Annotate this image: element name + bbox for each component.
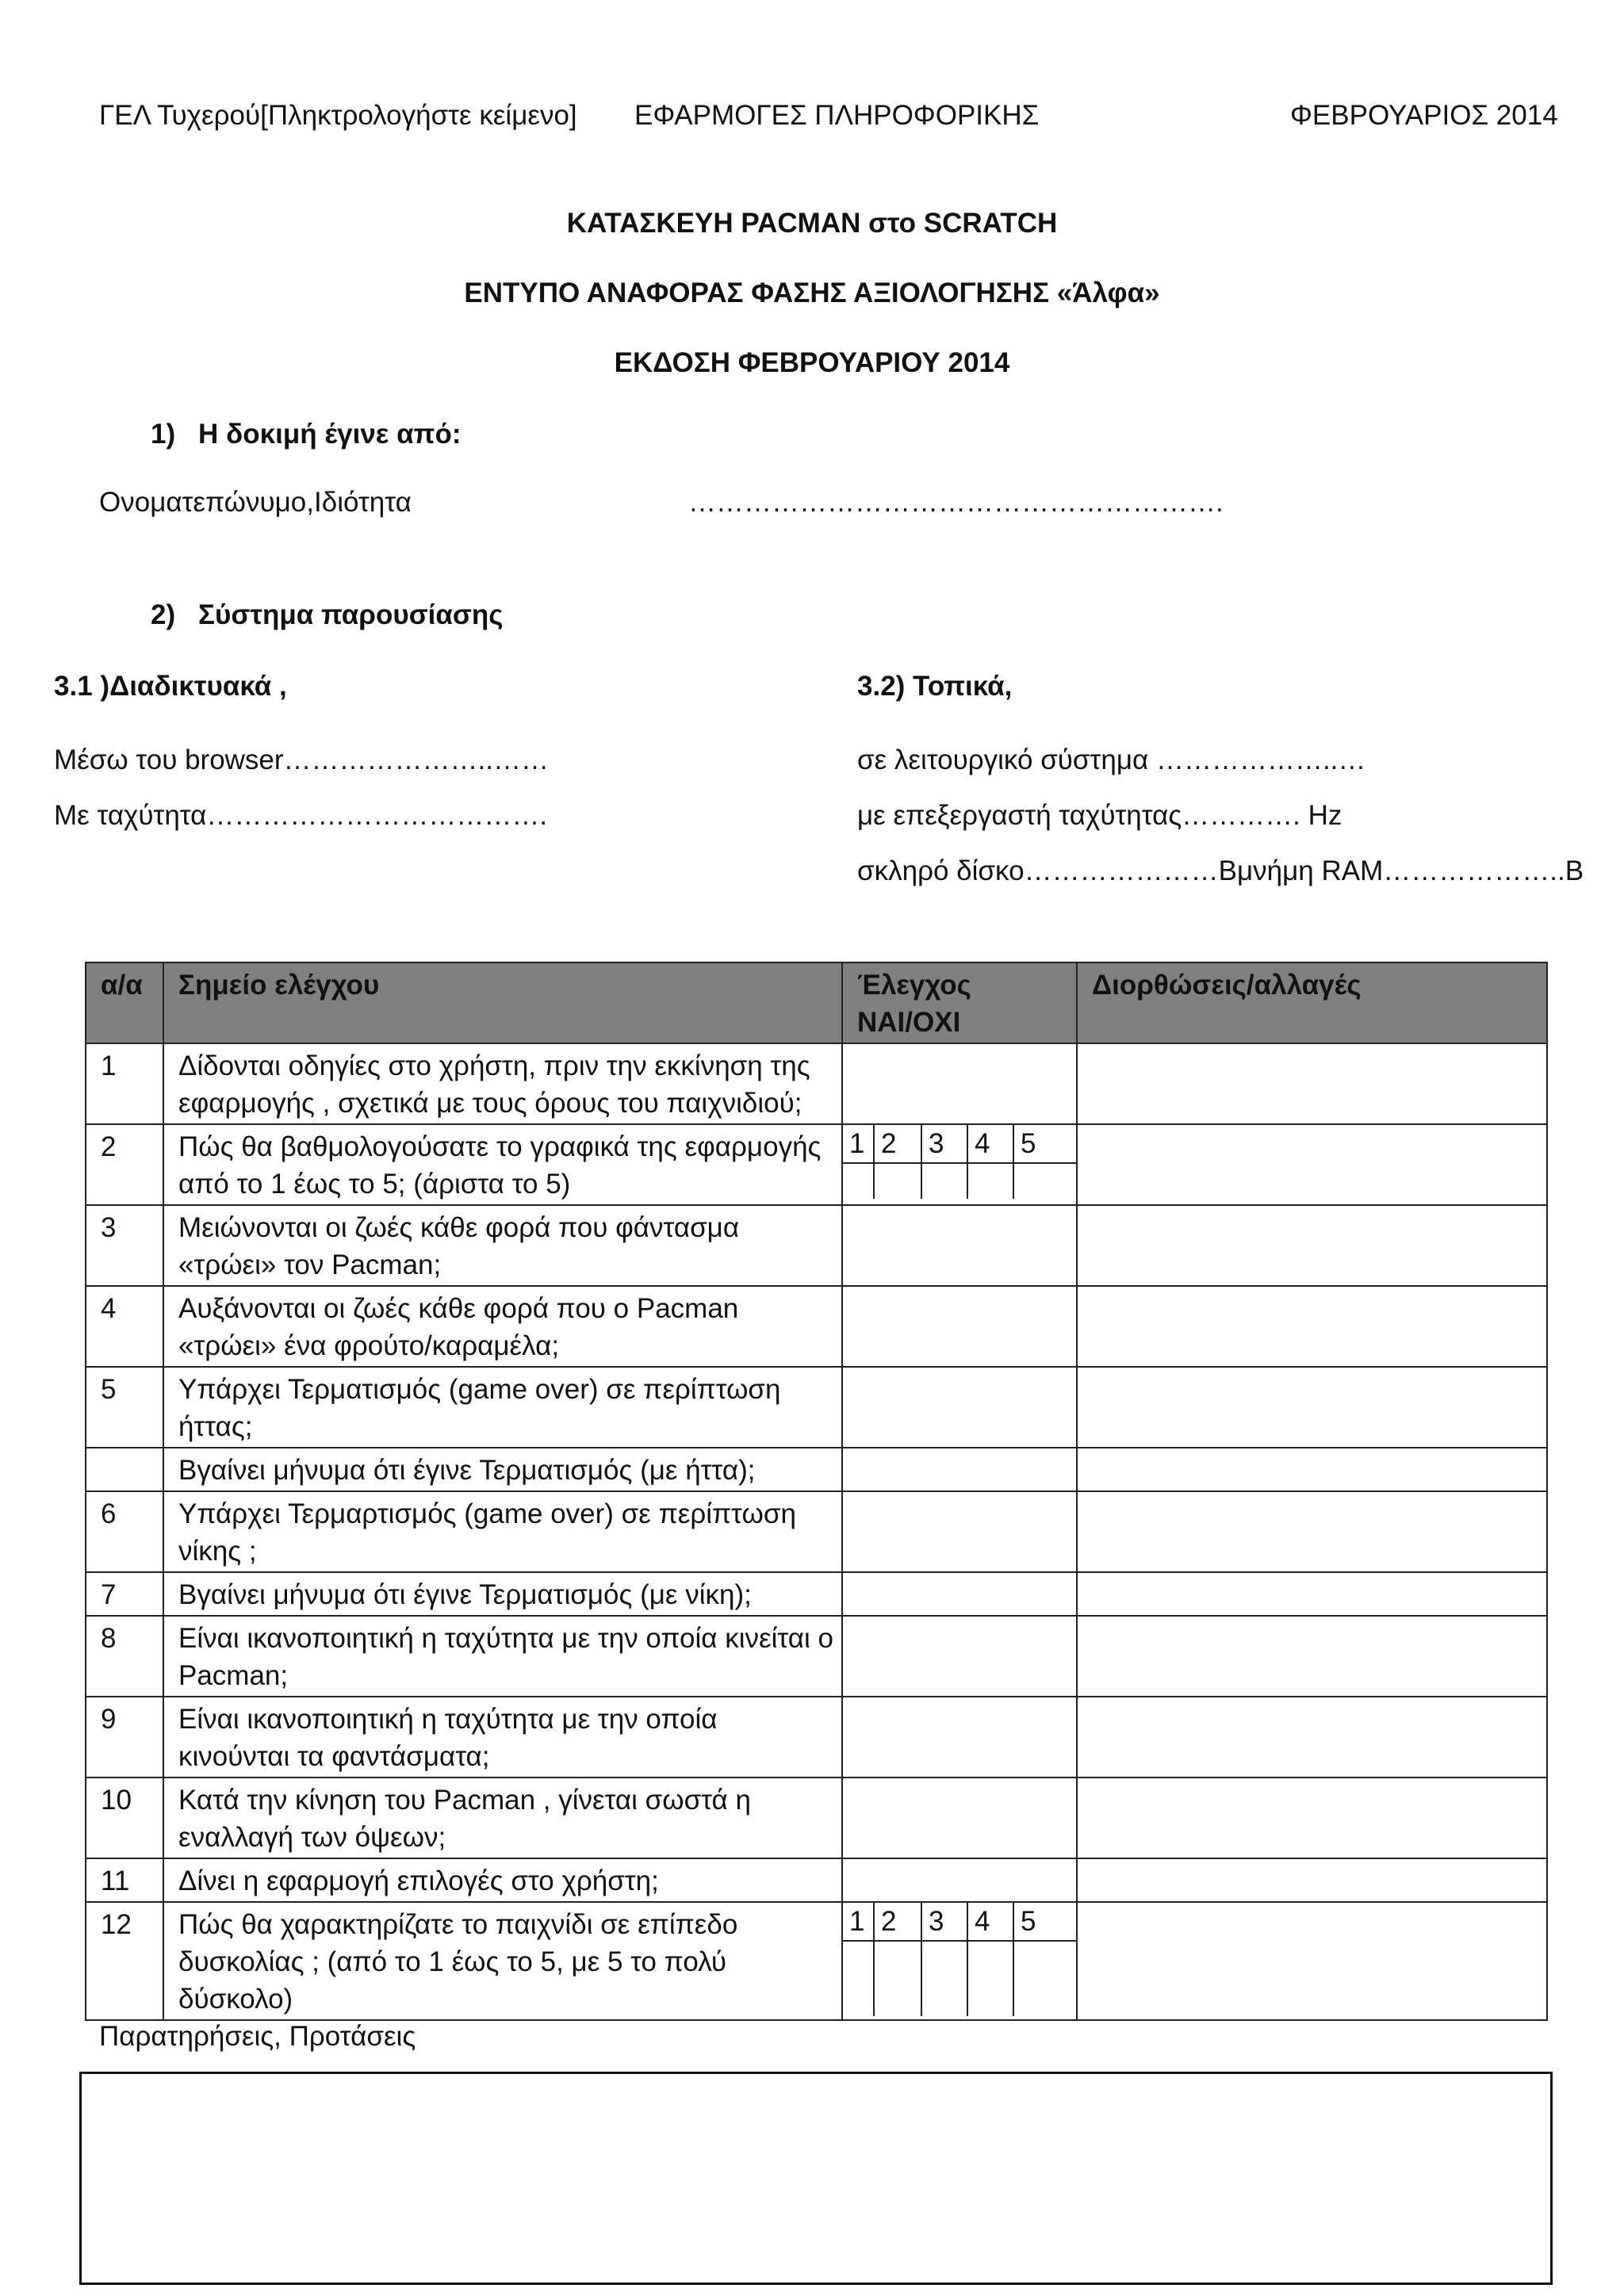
table-row (86, 1124, 1547, 1205)
edition-title: ΕΚΔΟΣΗ ΦΕΒΡΟΥΑΡΙΟΥ 2014 (614, 347, 1010, 378)
table-row (86, 1286, 1547, 1367)
corrections-cell[interactable] (1077, 1043, 1547, 1124)
remarks-label: Παρατηρήσεις, Προτάσεις (99, 2021, 416, 2052)
os-field[interactable]: σε λειτουργικό σύστημα ………………..… (857, 744, 1366, 775)
rating-label: 2 (874, 1903, 921, 1941)
online-heading: 3.1 )Διαδικτυακά , (54, 671, 287, 702)
rating-box[interactable] (843, 1941, 874, 2016)
check-cell[interactable] (842, 1286, 1077, 1367)
table-row (86, 1777, 1547, 1858)
row-number: 4 (86, 1286, 163, 1367)
row-number: 12 (86, 1902, 163, 2020)
row-number: 10 (86, 1777, 163, 1858)
disk-field[interactable]: σκληρό δίσκο…………………B (857, 855, 1237, 886)
corrections-cell[interactable] (1077, 1777, 1547, 1858)
table-row (86, 1902, 1547, 2020)
corrections-cell[interactable] (1077, 1572, 1547, 1616)
table-row (86, 1491, 1547, 1572)
section1-heading: Η δοκιμή έγινε από: (198, 419, 462, 450)
row-text: Είναι ικανοποιητική η ταχύτητα με την οποία κινούνται τα φαντάσματα; (163, 1697, 842, 1777)
row-text: Αυξάνονται οι ζωές κάθε φορά που ο Pacman «τρώει» ένα φρούτο/καραμέλα; (163, 1286, 842, 1367)
check-cell[interactable] (842, 1572, 1077, 1616)
row-number: 7 (86, 1572, 163, 1616)
rating-label: 5 (1013, 1125, 1076, 1163)
table-row (86, 1572, 1547, 1616)
ram-field[interactable]: μνήμη RAM………………..B (1237, 855, 1584, 886)
table-row (86, 1616, 1547, 1697)
online-speed-field[interactable]: Με ταχύτητα………………………………. (54, 800, 548, 831)
row-text: Δίδονται οδηγίες στο χρήστη, πριν την εκκίνηση της εφαρμογής , σχετικά με τους όρους του παιχνιδιού; (163, 1043, 842, 1124)
row-text: Υπάρχει Τερμαρτισμός (game over) σε περίπτωση νίκης ; (163, 1491, 842, 1572)
corrections-cell[interactable] (1077, 1205, 1547, 1286)
rating-cell (842, 1124, 1077, 1205)
rating-box[interactable] (874, 1941, 921, 2016)
corrections-cell[interactable] (1077, 1858, 1547, 1902)
table-row (86, 1205, 1547, 1286)
rating-label: 1 (843, 1125, 874, 1163)
header-corrections: Διορθώσεις/αλλαγές (1077, 962, 1547, 1043)
rating-cell (842, 1902, 1077, 2020)
check-cell[interactable] (842, 1448, 1077, 1491)
rating-label: 3 (921, 1125, 967, 1163)
table-header-row (86, 962, 1547, 1043)
check-cell[interactable] (842, 1043, 1077, 1124)
row-text: Μειώνονται οι ζωές κάθε φορά που φάντασμα «τρώει» τον Pacman; (163, 1205, 842, 1286)
row-text: Πώς θα χαρακτηρίζατε το παιχνίδι σε επίπεδο δυσκολίας ; (από το 1 έως το 5, με 5 το πολύ δύσκολο) (163, 1902, 842, 2020)
rating-grid (843, 1903, 1076, 2016)
row-number (86, 1448, 163, 1491)
check-cell[interactable] (842, 1616, 1077, 1697)
row-number: 2 (86, 1124, 163, 1205)
table-row (86, 1367, 1547, 1448)
name-role-label: Ονοματεπώνυμο,Ιδιότητα (99, 487, 412, 518)
section1-number: 1) (151, 419, 176, 450)
row-text: Υπάρχει Τερματισμός (game over) σε περίπτωση ήττας; (163, 1367, 842, 1448)
header-subject: ΕΦΑΡΜΟΓΕΣ ΠΛΗΡΟΦΟΡΙΚΗΣ (634, 100, 1040, 131)
row-text: Βγαίνει μήνυμα ότι έγινε Τερματισμός (με ήττα); (163, 1448, 842, 1491)
header-date: ΦΕΒΡΟΥΑΡΙΟΣ 2014 (1290, 100, 1558, 131)
rating-box[interactable] (967, 1163, 1013, 1199)
rating-box[interactable] (1013, 1163, 1076, 1199)
local-heading: 3.2) Τοπικά, (857, 671, 1013, 702)
corrections-cell[interactable] (1077, 1286, 1547, 1367)
header-index: α/α (86, 962, 163, 1043)
rating-label: 5 (1013, 1903, 1076, 1941)
row-text: Πώς θα βαθμολογούσατε το γραφικά της εφαρμογής από το 1 έως το 5; (άριστα το 5) (163, 1124, 842, 1205)
main-title: ΚΑΤΑΣΚΕΥΗ PACMAN στο SCRATCH (566, 208, 1058, 239)
rating-box[interactable] (921, 1163, 967, 1199)
row-number: 6 (86, 1491, 163, 1572)
name-role-field[interactable]: …………………………………………………. (688, 487, 1224, 518)
section2-number: 2) (151, 599, 176, 630)
row-number: 5 (86, 1367, 163, 1448)
header-school: ΓΕΛ Τυχερού[Πληκτρολογήστε κείμενο] (99, 100, 577, 131)
header-checkpoint: Σημείο ελέγχου (163, 962, 842, 1043)
cpu-speed-field[interactable]: με επεξεργαστή ταχύτητας…………. Hz (857, 800, 1342, 831)
corrections-cell[interactable] (1077, 1367, 1547, 1448)
check-cell[interactable] (842, 1777, 1077, 1858)
corrections-cell[interactable] (1077, 1616, 1547, 1697)
rating-grid (843, 1125, 1076, 1199)
header-check: Έλεγχος ΝΑΙ/ΟΧΙ (842, 962, 1077, 1043)
check-cell[interactable] (842, 1205, 1077, 1286)
corrections-cell[interactable] (1077, 1491, 1547, 1572)
corrections-cell[interactable] (1077, 1448, 1547, 1491)
browser-field[interactable]: Μέσω του browser…………………..…… (54, 744, 550, 775)
rating-box[interactable] (921, 1941, 967, 2016)
row-number: 1 (86, 1043, 163, 1124)
table-row (86, 1043, 1547, 1124)
rating-box[interactable] (1013, 1941, 1076, 2016)
rating-box[interactable] (843, 1163, 874, 1199)
rating-label: 3 (921, 1903, 967, 1941)
row-text: Δίνει η εφαρμογή επιλογές στο χρήστη; (163, 1858, 842, 1902)
row-text: Κατά την κίνηση του Pacman , γίνεται σωστά η εναλλαγή των όψεων; (163, 1777, 842, 1858)
section2-heading: Σύστημα παρουσίασης (198, 599, 504, 630)
form-title: ΕΝΤΥΠΟ ΑΝΑΦΟΡΑΣ ΦΑΣΗΣ ΑΞΙΟΛΟΓΗΣΗΣ «Άλφα» (464, 277, 1160, 308)
rating-label: 4 (967, 1903, 1013, 1941)
corrections-cell[interactable] (1077, 1124, 1547, 1205)
table-row (86, 1448, 1547, 1491)
check-cell[interactable] (842, 1367, 1077, 1448)
table-row (86, 1697, 1547, 1777)
check-cell[interactable] (842, 1858, 1077, 1902)
row-number: 11 (86, 1858, 163, 1902)
row-number: 8 (86, 1616, 163, 1697)
corrections-cell[interactable] (1077, 1902, 1547, 2020)
table-row (86, 1858, 1547, 1902)
corrections-cell[interactable] (1077, 1697, 1547, 1777)
check-cell[interactable] (842, 1697, 1077, 1777)
check-cell[interactable] (842, 1491, 1077, 1572)
remarks-box[interactable] (79, 2072, 1553, 2285)
row-text: Είναι ικανοποιητική η ταχύτητα με την οποία κινείται ο Pacman; (163, 1616, 842, 1697)
row-text: Βγαίνει μήνυμα ότι έγινε Τερματισμός (με νίκη); (163, 1572, 842, 1616)
rating-box[interactable] (967, 1941, 1013, 2016)
rating-label: 4 (967, 1125, 1013, 1163)
checklist-table (85, 962, 1548, 2021)
rating-box[interactable] (874, 1163, 921, 1199)
rating-label: 2 (874, 1125, 921, 1163)
row-number: 3 (86, 1205, 163, 1286)
row-number: 9 (86, 1697, 163, 1777)
rating-label: 1 (843, 1903, 874, 1941)
